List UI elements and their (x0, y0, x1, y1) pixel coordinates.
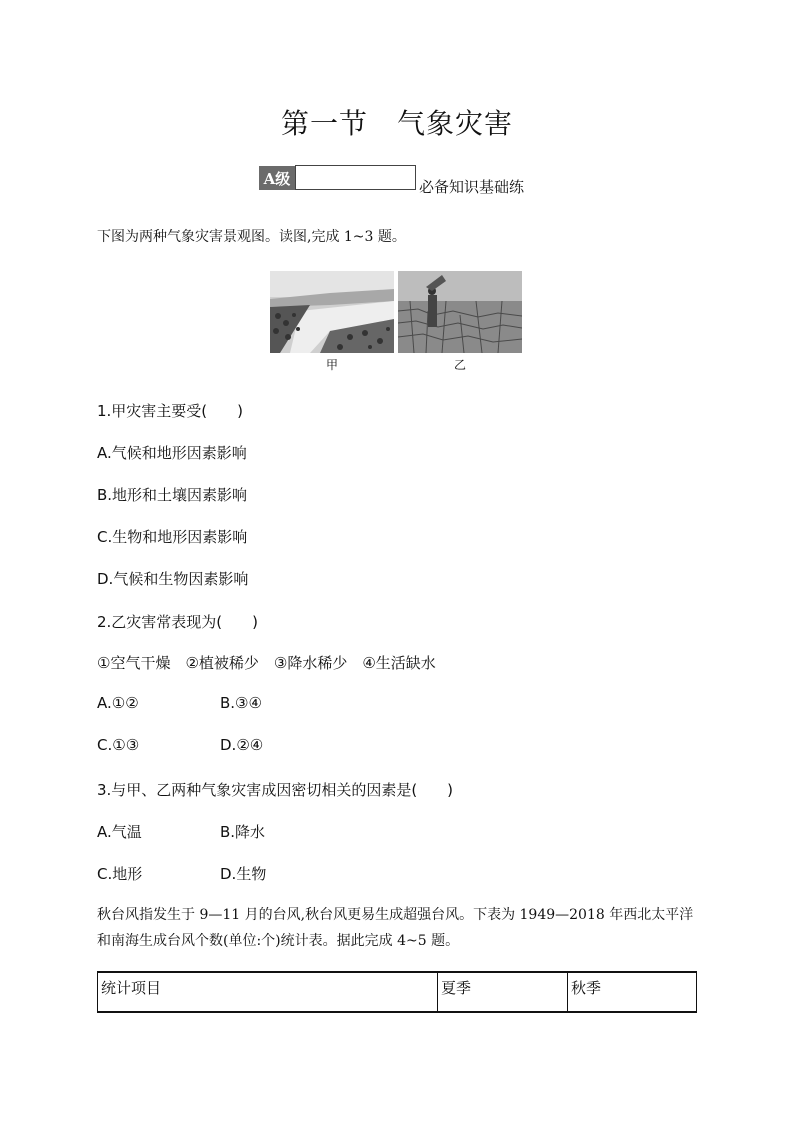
intro-text: 下图为两种气象灾害景观图。读图,完成 1~3 题。 (97, 229, 406, 245)
q1-option-b: B.地形和土壤因素影响 (97, 486, 248, 504)
table-header-row (98, 972, 697, 1012)
q3-option-b: B.降水 (220, 823, 266, 841)
question-3-stem: 3.与甲、乙两种气象灾害成因密切相关的因素是( ) (97, 781, 454, 799)
caption-jia: 甲 (325, 358, 338, 372)
header-summer: 夏季 (438, 972, 568, 1012)
q2-option-b: B.③④ (220, 694, 262, 712)
q3-option-a: A.气温 (97, 823, 142, 841)
drought-photo (398, 271, 522, 353)
q3-option-c: C.地形 (97, 865, 143, 883)
q2-option-c: C.①③ (97, 736, 140, 754)
q1-option-d: D.气候和生物因素影响 (97, 570, 249, 588)
q2-option-d: D.②④ (220, 736, 264, 754)
typhoon-stat-table (97, 971, 697, 1013)
level-badge: A级 (259, 166, 295, 190)
page-title: 第一节 气象灾害 (280, 107, 513, 140)
level-subtitle: 必备知识基础练 (419, 178, 525, 196)
q2-statements: ①空气干燥 ②植被稀少 ③降水稀少 ④生活缺水 (97, 654, 436, 672)
question-1-stem: 1.甲灾害主要受( ) (97, 402, 244, 420)
header-autumn: 秋季 (568, 972, 697, 1012)
header-item: 统计项目 (101, 979, 162, 997)
q3-option-d: D.生物 (220, 865, 267, 883)
question-2-stem: 2.乙灾害常表现为( ) (97, 613, 259, 631)
q1-option-a: A.气候和地形因素影响 (97, 444, 247, 462)
flood-photo (270, 271, 394, 353)
q2-option-a: A.①② (97, 694, 139, 712)
level-name-box (295, 165, 416, 190)
caption-yi: 乙 (453, 358, 466, 372)
typhoon-paragraph: 秋台风指发生于 9—11 月的台风,秋台风更易生成超强台风。下表为 1949—2018 年西北太平洋和南海生成台风个数(单位:个)统计表。据此完成 4~5 题。 (97, 907, 694, 949)
q1-option-c: C.生物和地形因素影响 (97, 528, 248, 546)
